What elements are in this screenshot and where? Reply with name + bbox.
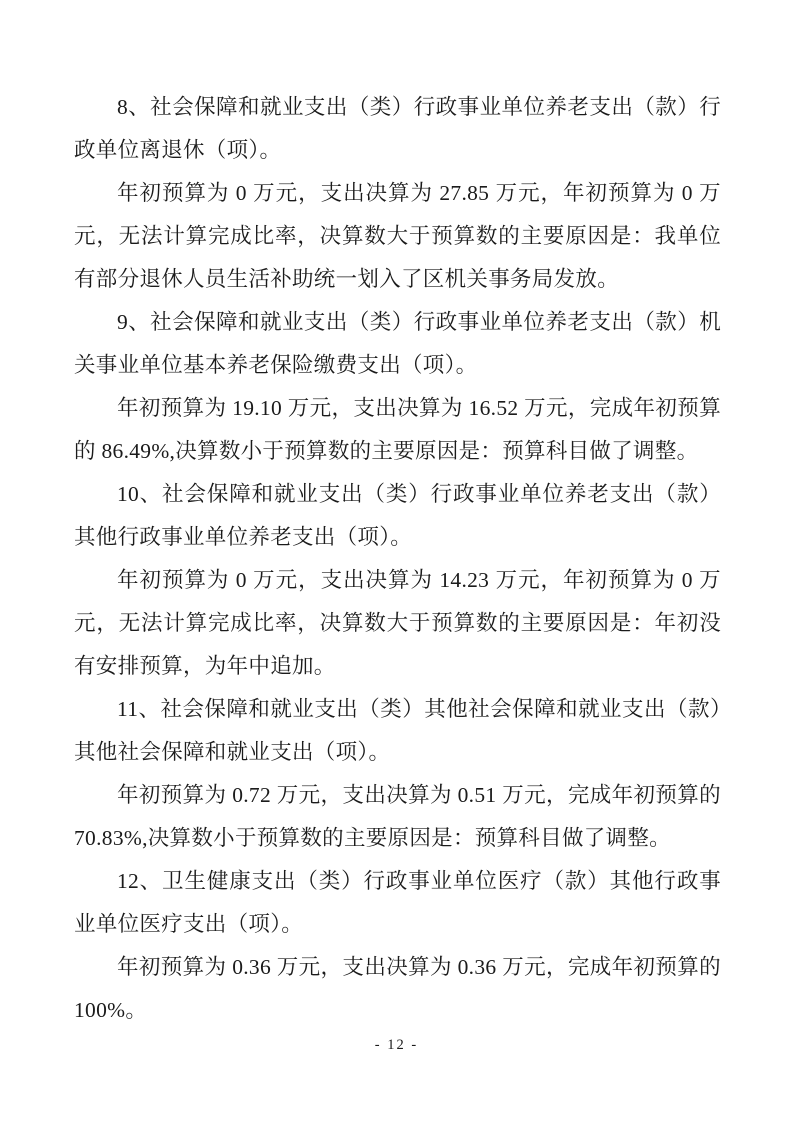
section-11-heading: 11、社会保障和就业支出（类）其他社会保障和就业支出（款）其他社会保障和就业支出（项）。 xyxy=(74,697,721,764)
section-10-heading: 10、社会保障和就业支出（类）行政事业单位养老支出（款）其他行政事业单位养老支出（项）。 xyxy=(74,482,721,549)
page-footer xyxy=(0,1036,793,1054)
section-9-heading: 9、社会保障和就业支出（类）行政事业单位养老支出（款）机关事业单位基本养老保险缴费支出（项）。 xyxy=(74,310,721,377)
section-8-body: 年初预算为 0 万元，支出决算为 27.85 万元，年初预算为 0 万元，无法计算完成比率，决算数大于预算数的主要原因是：我单位有部分退休人员生活补助统一划入了区机关事务局发放。 xyxy=(74,181,721,291)
section-11-body: 年初预算为 0.72 万元，支出决算为 0.51 万元，完成年初预算的 70.83%,决算数小于预算数的主要原因是：预算科目做了调整。 xyxy=(74,783,721,850)
section-8-heading: 8、社会保障和就业支出（类）行政事业单位养老支出（款）行政单位离退休（项）。 xyxy=(74,95,721,162)
page-number: - 12 - xyxy=(374,1037,419,1053)
section-9-body: 年初预算为 19.10 万元，支出决算为 16.52 万元，完成年初预算的 86.49%,决算数小于预算数的主要原因是：预算科目做了调整。 xyxy=(74,396,721,463)
section-12-body: 年初预算为 0.36 万元，支出决算为 0.36 万元，完成年初预算的 100%。 xyxy=(74,955,721,1022)
section-10-body: 年初预算为 0 万元，支出决算为 14.23 万元，年初预算为 0 万元，无法计算完成比率，决算数大于预算数的主要原因是：年初没有安排预算，为年中追加。 xyxy=(74,568,721,678)
document-content xyxy=(74,86,721,1032)
section-12-heading: 12、卫生健康支出（类）行政事业单位医疗（款）其他行政事业单位医疗支出（项）。 xyxy=(74,869,721,936)
